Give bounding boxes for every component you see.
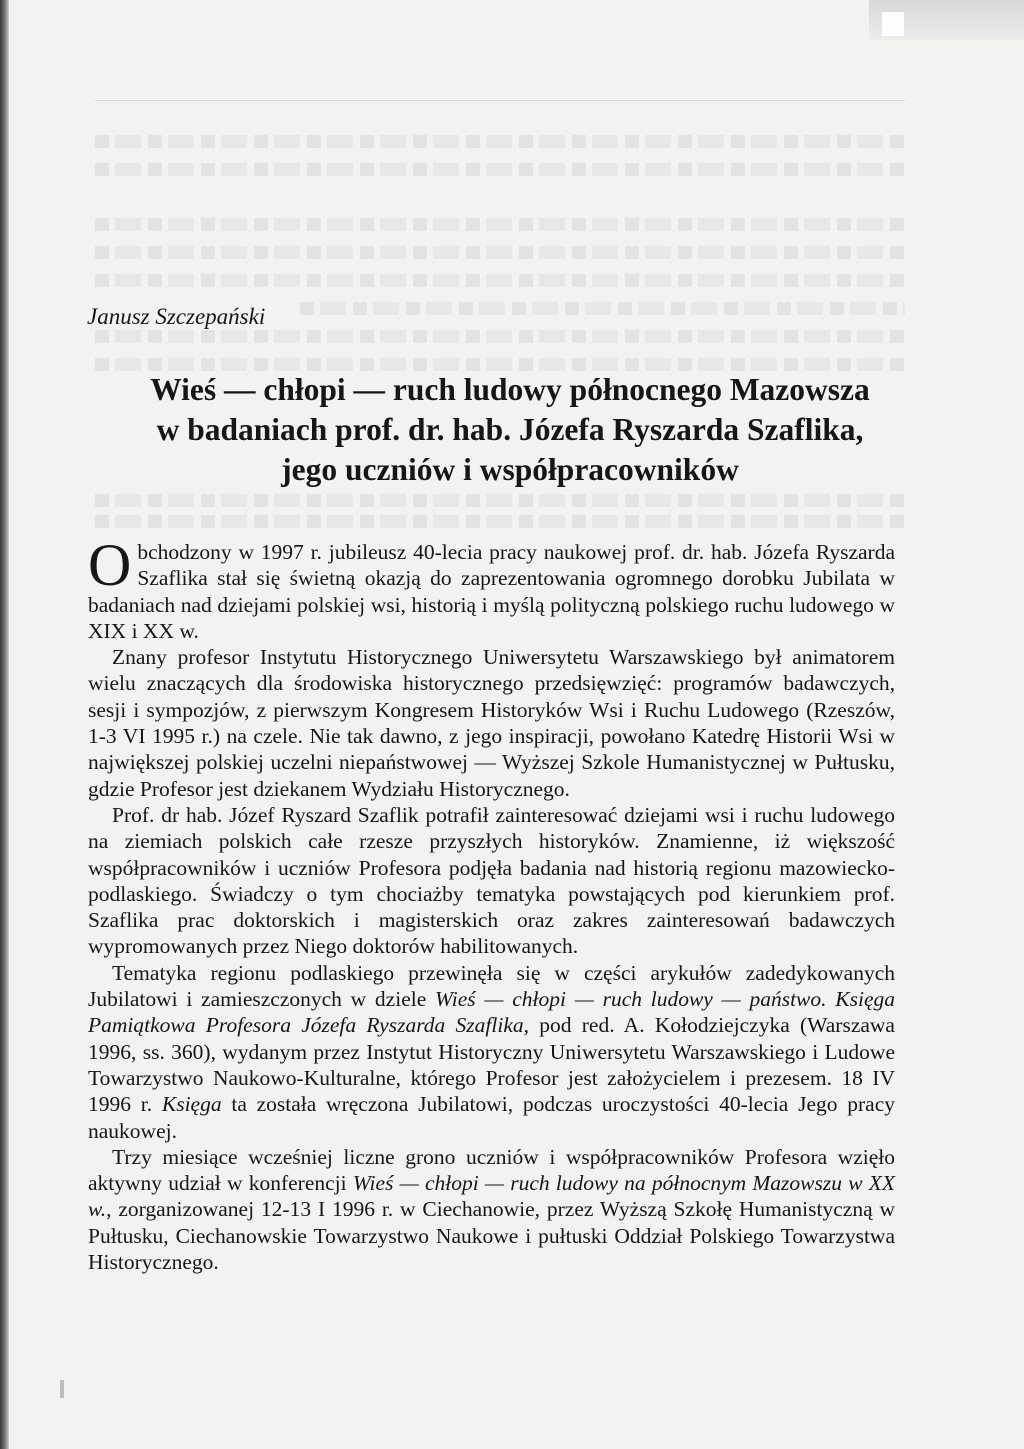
scan-corner-mark bbox=[882, 12, 904, 36]
title-line-1: Wieś — chłopi — ruch ludowy północnego Mazowsza bbox=[150, 372, 870, 407]
scan-mark bbox=[60, 1380, 64, 1398]
paragraph-4-text: Tematyka regionu podlaskiego przewinęła się w części arykułów zadedykowanych Jubilatowi i zamieszczonych w dziele bbox=[88, 960, 895, 1012]
book-reference: Księga bbox=[161, 1092, 222, 1117]
bleed-through-line bbox=[95, 246, 905, 259]
paragraph-5-text: , zorganizowanej 12-13 I 1996 r. w Ciechanowie, przez Wyższą Szkołę Humanistyczną w Pułtusku, Ciechanowskie Towarzystwo Naukowe i pułtuski Oddział Polskiego Towarzystwa Historycznego. bbox=[88, 1197, 895, 1275]
scan-edge bbox=[0, 0, 9, 1449]
bleed-through-line bbox=[95, 135, 905, 148]
bleed-through-line bbox=[95, 218, 905, 231]
paragraph-1 bbox=[88, 532, 895, 644]
bleed-through-line bbox=[95, 515, 905, 528]
author-name: Janusz Szczepański bbox=[87, 304, 266, 329]
bleed-through-line bbox=[95, 163, 905, 176]
paragraph-3: Prof. dr hab. Józef Ryszard Szaflik potrafił zainteresować dziejami wsi i ruchu ludowego na ziemiach polskich całe rzesze przyszłych historyków. Znamienne, iż większość współpracowników i uczniów Profesora podjęła badania nad historią regionu mazowiecko-podlaskiego. Świadczy o tym chociażby tematyka powstających pod kierunkiem prof. Szaflika prac doktorskich i magisterskich oraz zakres zainteresowań badawczych wypromowanych przez Niego doktorów habilitowanych. bbox=[88, 802, 895, 959]
paragraph-5-text: Trzy miesiące wcześniej liczne grono uczniów i współpracowników Profesora wzięło aktywny udział w konferencji bbox=[88, 1144, 895, 1196]
paragraph-1-text: bchodzony w 1997 r. jubileusz 40-lecia pracy naukowej prof. dr. hab. Józefa Ryszarda Szaflika stał się świetną okazją do zaprezentowania ogromnego dorobku Jubilata w badaniach nad dziejami polskiej wsi, historią i myślą polityczną polskiego ruchu ludowego w XIX i XX w. bbox=[88, 540, 895, 643]
paragraph-4-text: , pod red. A. Kołodziejczyka (Warszawa 1996, ss. 360), wydanym przez Instytut Historyczny Uniwersytetu Warszawskiego i Ludowe Towarzystwo Naukowo-Kulturalne, którego Profesor jest założycielem i prezesem. 18 IV 1996 r. bbox=[88, 1013, 895, 1117]
paragraph-5 bbox=[88, 1144, 895, 1275]
conference-title: Wieś — chłopi — ruch ludowy na północnym Mazowszu w XX w. bbox=[88, 1171, 896, 1222]
bleed-through-line bbox=[95, 494, 905, 507]
paragraph-4 bbox=[88, 960, 895, 1144]
bleed-through-rule bbox=[95, 100, 905, 101]
paragraph-2: Znany profesor Instytutu Historycznego Uniwersytetu Warszawskiego był animatorem wielu znaczących dla środowiska historycznego przedsięwzięć: programów badawczych, sesji i sympozjów, z pierwszym Kongresem Historyków Wsi i Ruchu Ludowego (Rzeszów, 1-3 VI 1995 r.) na czele. Nie tak dawno, z jego inspiracji, powołano Katedrę Historii Wsi w największej polskiej uczelni niepaństwowej — Wyższej Szkole Humanistycznej w Pułtusku, gdzie Profesor jest dziekanem Wydziału Historycznego. bbox=[88, 645, 895, 801]
paragraph-4-text: ta została wręczona Jubilatowi, podczas uroczystości 40-lecia Jego pracy naukowej. bbox=[88, 1092, 895, 1143]
book-title: Wieś — chłopi — ruch ludowy — państwo. Księga Pamiątkowa Profesora Józefa Ryszarda Szaflika bbox=[88, 987, 895, 1038]
article-title bbox=[80, 370, 940, 490]
bleed-through-line bbox=[300, 302, 905, 315]
title-line-2: w badaniach prof. dr. hab. Józefa Ryszarda Szaflika, bbox=[156, 412, 864, 447]
title-line-3: jego uczniów i współpracowników bbox=[281, 452, 739, 487]
article-body bbox=[88, 532, 896, 1275]
bleed-through-line bbox=[95, 330, 905, 343]
drop-cap: O bbox=[88, 532, 132, 598]
bleed-through-line bbox=[95, 274, 905, 287]
